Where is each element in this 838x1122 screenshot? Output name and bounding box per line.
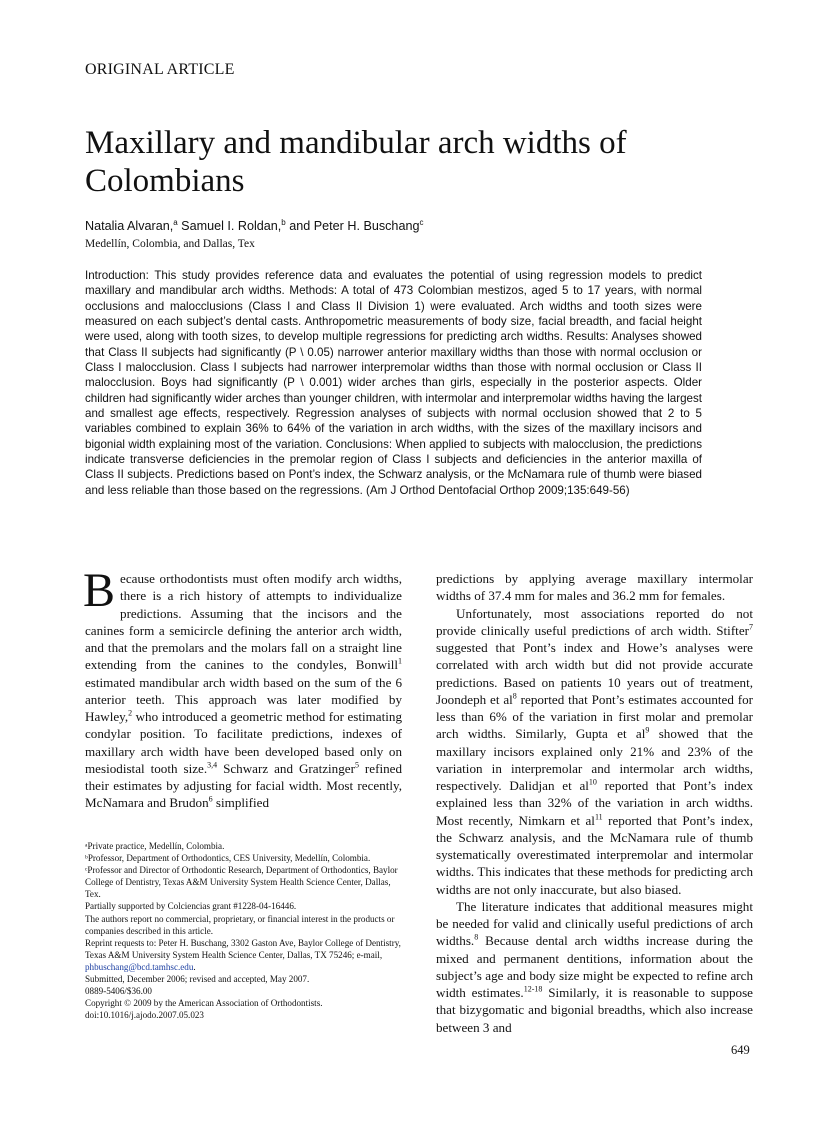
citation-mark: 5	[354, 760, 359, 770]
text-run: ecause orthodontists must often modify arch widths, there is a rich history of attempts to individualize predictions. Assuming that the incisors and the canines form a semicircle defining the anterior arch width, and that the premolars and the molars fall on a straight line extending from the canines to the condyles, Bonwill	[85, 571, 402, 673]
author-name: and Peter H. Buschang	[289, 219, 420, 233]
body-column-right	[436, 570, 753, 1036]
footnote-affiliation-a: ᵃPrivate practice, Medellín, Colombia.	[85, 841, 225, 851]
citation-mark: 8	[512, 691, 517, 701]
citation-mark: 10	[588, 777, 597, 787]
citation-mark: 2	[128, 708, 133, 718]
text-run: showed that the maxillary incisors explained only 21% and 23% of the variation in interpremolar and intermolar arch widths, respectively. Dalidjan et al	[436, 726, 753, 793]
reprint-text: Reprint requests to: Peter H. Buschang, 3302 Gaston Ave, Baylor College of Dentistry, Texas A&M University System Health Science Center, Dallas, TX 75246; e-mail,	[85, 937, 401, 960]
citation-mark: 8	[474, 932, 479, 942]
footnote-doi: doi:10.1016/j.ajodo.2007.05.023	[85, 1010, 204, 1021]
author-name: Natalia Alvaran,	[85, 219, 174, 233]
reprint-end: .	[193, 961, 196, 972]
text-run: estimated mandibular arch width based on the sum of the 6 anterior teeth. This approach was later modified by Hawley,	[85, 674, 402, 724]
article-title: Maxillary and mandibular arch widths of Colombians	[85, 125, 627, 199]
affiliation-line: Medellín, Colombia, and Dallas, Tex	[85, 238, 255, 250]
text-run: The literature indicates that additional measures might be needed for valid and clinically useful predictions of arch widths.	[436, 898, 753, 949]
citation-mark: 12-18	[523, 984, 543, 994]
citation-mark: 6	[208, 794, 213, 804]
text-run: Because dental arch widths increase during the mixed and permanent dentitions, information about the subject’s age and body size might be expected to refine arch width estimates.	[436, 933, 753, 1000]
section-label: ORIGINAL ARTICLE	[85, 61, 235, 78]
text-run: who introduced a geometric method for estimating condylar position. To facilitate predictions, indexes of maxillary arch width have been developed based only on mesiodistal tooth size.	[85, 709, 402, 776]
footnote-interest: The authors report no commercial, proprietary, or financial interest in the products or companies described in this article.	[85, 913, 395, 936]
page-number: 649	[731, 1043, 750, 1057]
footnotes	[85, 840, 403, 1021]
author-name: Samuel I. Roldan,	[181, 219, 282, 233]
citation-mark: 9	[645, 725, 650, 735]
text-run: Unfortunately, most associations reported do not provide clinically useful predictions of arch width. Stifter	[436, 605, 753, 638]
footnote-issn: 0889-5406/$36.00	[85, 986, 152, 997]
drop-cap: B	[83, 564, 116, 617]
text-run: suggested that Pont’s index and Howe’s analyses were correlated with arch width but did not provide accurate predictions. Based on patients 10 years out of treatment, Joondeph et al	[436, 640, 753, 707]
footnote-reprint	[85, 937, 403, 973]
text-run: reported that Pont’s index, the Schwarz analysis, and the McNamara rule of thumb systematically overestimated interpremolar and intermolar widths. This indicates that these methods for predicting arch widths are not only inaccurate, but also biased.	[436, 812, 753, 897]
intro-paragraph-1	[83, 564, 402, 812]
author-list	[85, 219, 423, 233]
citation-mark: 7	[749, 622, 753, 632]
footnote-affiliation-b: ᵇProfessor, Department of Orthodontics, CES University, Medellín, Colombia.	[85, 853, 371, 864]
footnote-submitted: Submitted, December 2006; revised and accepted, May 2007.	[85, 974, 310, 985]
citation-mark: 3,4	[207, 760, 218, 770]
author-affiliation-mark: b	[281, 217, 286, 227]
author-affiliation-mark: a	[173, 217, 178, 227]
text-run: simplified	[212, 795, 269, 811]
author-affiliation-mark: c	[419, 217, 424, 227]
citation-mark: 1	[398, 656, 402, 666]
text-run: Similarly, it is reasonable to suppose that bizygomatic and bigonial breadths, which also increase between 3 and	[436, 985, 753, 1035]
abstract: Introduction: This study provides reference data and evaluates the potential of using regression models to predict maxillary and mandibular arch widths. Methods: A total of 473 Colombian mestizos, aged 5 to 17 years, with normal occlusions and malocclusions (Class I and Class II Division 1) were evaluated. Arch widths and tooth sizes were measured on each subject’s dental casts. Anthropometric measurements of body size, facial breadth, and facial height were used, along with tooth sizes, to develop multiple regressions for predicting arch widths. Results: Analyses showed that Class II subjects had significantly (P \ 0.05) narrower anterior maxillary widths than those with normal occlusion or Class I malocclusion. Class I subjects had narrower interpremolar widths than those with normal occlusion or Class II malocclusion. Boys had significantly (P \ 0.001) wider arches than girls, especially in the posterior aspects. Older children had significantly wider arches than younger children, with intermolar and interpremolar widths having the largest and smallest age effects, respectively. Regression analyses of subjects with normal occlusion showed that 2 to 5 variables combined to explain 36% to 64% of the variation in arch widths, with the sizes of the maxillary incisors and bigonial width explaining most of the variation. Conclusions: When applied to subjects with malocclusion, the predictions indicate transverse deficiencies in the premolar region of Class I subjects and deficiencies in the anterior maxilla of Class II subjects. Predictions based on Pont’s index, the Schwarz analysis, or the McNamara rule of thumb were biased and less reliable than those based on the regressions. (Am J Orthod Dentofacial Orthop 2009;135:649-56)	[85, 269, 702, 497]
text-run: Schwarz and Gratzinger	[217, 760, 355, 776]
citation-mark: 11	[594, 812, 603, 822]
intro-paragraph-continued: predictions by applying average maxillary intermolar widths of 37.4 mm for males and 36.2 mm for females.	[436, 571, 753, 604]
text-run: refined their estimates by adjusting for facial width. Most recently, McNamara and Brudon	[85, 760, 402, 811]
text-run: reported that Pont’s estimates accounted for less than 6% of the variation in first molar and premolar arch widths. Similarly, Gupta et al	[436, 691, 753, 742]
footnote-affiliation-c: ᶜProfessor and Director of Orthodontic Research, Department of Orthodontics, Baylor College of Dentistry, Texas A&M University System Health Science Center, Dallas, Tex.	[85, 865, 398, 900]
body-column-left	[83, 564, 402, 812]
footnote-copyright: Copyright © 2009 by the American Association of Orthodontists.	[85, 998, 323, 1009]
text-run: reported that Pont’s index explained less than 32% of the variation in arch widths. Most recently, Nimkarn et al	[436, 778, 753, 828]
footnote-support: Partially supported by Colciencias grant #1228-04-16446.	[85, 901, 297, 912]
intro-paragraph-2	[436, 605, 753, 898]
email-link[interactable]: phbuschang@bcd.tamhsc.edu	[85, 961, 194, 972]
intro-paragraph-3	[436, 898, 753, 1036]
